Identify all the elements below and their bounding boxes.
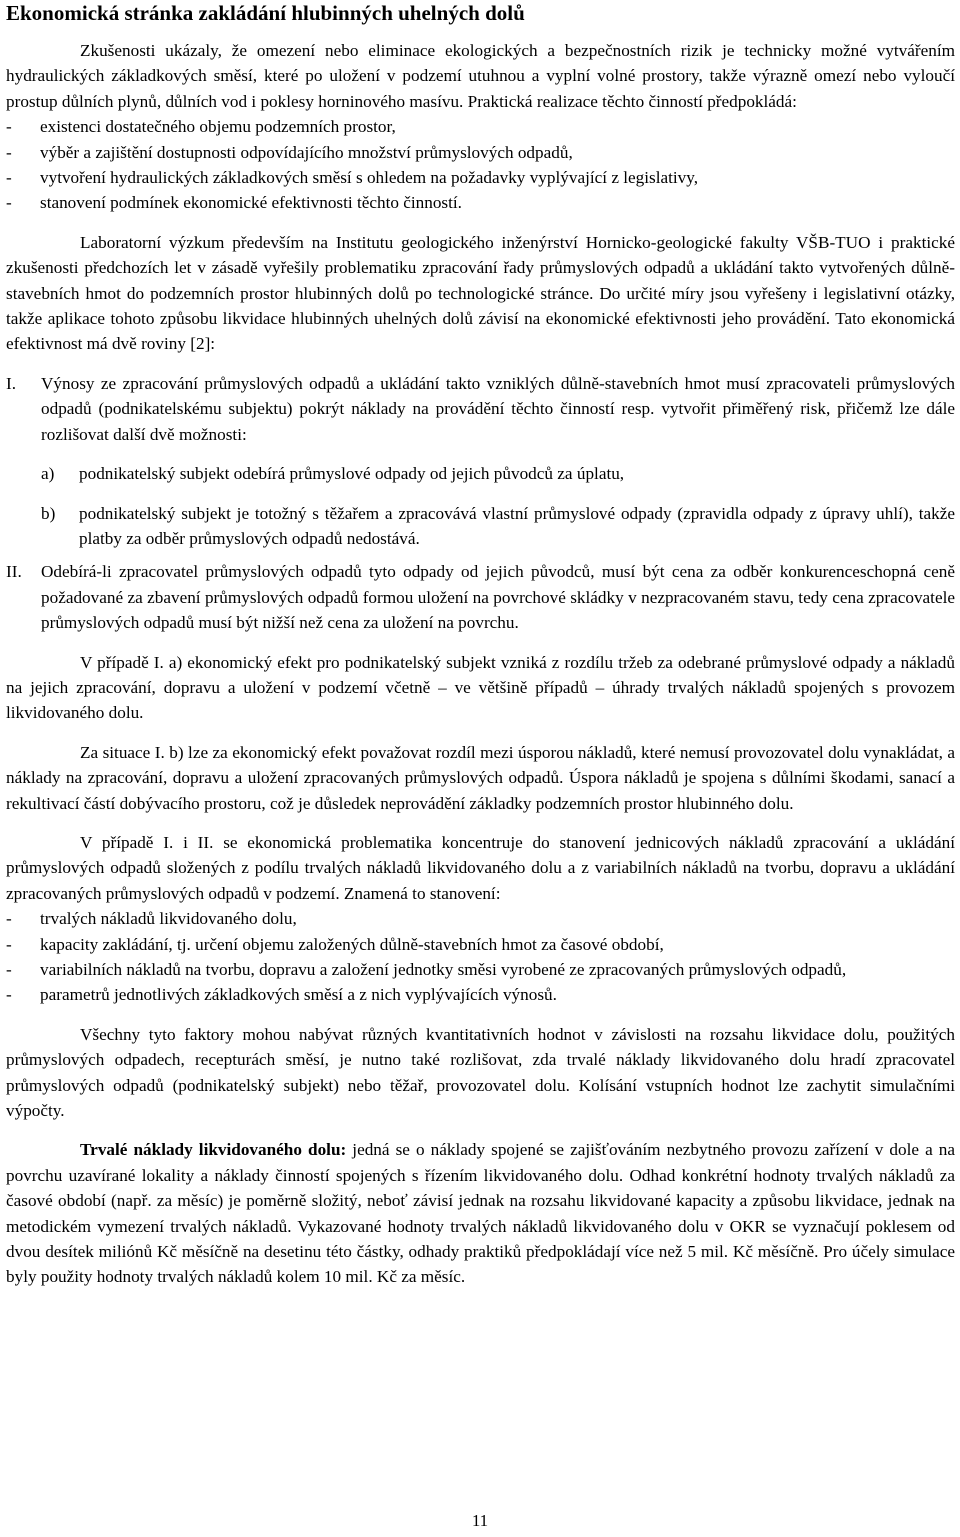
fixed-costs-text: jedná se o náklady spojené se zajišťováním nezbytného provozu zařízení v dole a na povrchu uzavírané lokality a náklady činností spojených s řízením likvidovaného dolu. Odhad konkrétní hodnoty trvalých nákladů za časové období (např. za měsíc) je poměrně složitý, neboť závisí jednak na rozsahu likvidované kapacity a způsobu likvidace, jednak na metodickém vymezení trvalých nákladů. Vykazované hodnoty trvalých nákladů likvidovaného dolu v OKR se vyznačují poklesem od dvou desítek miliónů Kč měsíčně na desetinu této částky, odhady praktiků předpokládají více než 5 mil. Kč měsíčně. Pro účely simulace byly použity hodnoty trvalých nákladů kolem 10 mil. Kč za měsíc. — [6, 1140, 955, 1287]
roman-item-2 — [6, 559, 955, 635]
paragraph-factors: Všechny tyto faktory mohou nabývat různých kvantitativních hodnot v závislosti na rozsahu likvidace dolu, použitých průmyslových odpadech, recepturách směsí, je nutno také rozlišovat, zda trvalé náklady likvidovaného dolu hradí zpracovatel průmyslových odpadů (podnikatelský subjekt) nebo těžař, provozovatel dolu. Kolísání vstupních hodnot lze zachytit simulačními výpočty. — [6, 1024, 955, 1121]
list-item: - kapacity zakládání, tj. určení objemu založených důlně-stavebních hmot za časové období, — [6, 932, 955, 957]
roman-numeral: I. — [6, 373, 17, 393]
list-item: - trvalých nákladů likvidovaného dolu, — [6, 906, 955, 931]
alpha-item-text: podnikatelský subjekt odebírá průmyslové odpady od jejich původců za úplatu, — [79, 464, 625, 484]
paragraph-case-ia: V případě I. a) ekonomický efekt pro podnikatelský subjekt vzniká z rozdílu tržeb za odebrané průmyslové odpady a nákladů na jejich zpracování, dopravu a uložení v podzemí včetně – ve většině případů – úhrady trvalých nákladů spojených s provozem likvidovaného dolu. — [6, 652, 955, 723]
fixed-costs-heading: Trvalé náklady likvidovaného dolu: — [80, 1140, 347, 1160]
page-number: 11 — [471, 1511, 489, 1530]
paragraph-fixed-costs — [6, 1137, 955, 1289]
alpha-label: b) — [41, 503, 56, 523]
alpha-item-b — [6, 501, 955, 552]
alpha-label: a) — [41, 464, 55, 484]
roman-item-text: Odebírá-li zpracovatel průmyslových odpadů tyto odpady od jejich původců, musí být cena za odběr konkurenceschopná ceně požadované za zbavení průmyslových odpadů formou uložení na povrchové skládky v nezpracovaném stavu, tedy cena zpracovatele průmyslových odpadů musí být nižší než cena za uložení na povrchu. — [41, 562, 955, 633]
list-item: - výběr a zajištění dostupnosti odpovídajícího množství průmyslových odpadů, — [6, 140, 955, 165]
paragraph-case-i-ii: V případě I. i II. se ekonomická problematika koncentruje do stanovení jednicových nákladů zpracování a ukládání průmyslových odpadů složených z podílu trvalých nákladů likvidovaného dolu a z variabilních nákladů na tvorbu, dopravu a ukládání zpracovaných průmyslových odpadů v podzemí. Znamená to stanovení: — [6, 832, 955, 903]
list-item: - stanovení podmínek ekonomické efektivnosti těchto činností. — [6, 190, 955, 215]
roman-item-1 — [6, 371, 955, 447]
list-item: - vytvoření hydraulických základkových směsí s ohledem na požadavky vyplývající z legislativy, — [6, 165, 955, 190]
list-item: - variabilních nákladů na tvorbu, dopravu a založení jednotky směsi vyrobené ze zpracovaných průmyslových odpadů, — [6, 957, 955, 982]
determination-list — [6, 906, 955, 1008]
paragraph-case-ib: Za situace I. b) lze za ekonomický efekt považovat rozdíl mezi úsporou nákladů, které nemusí provozovatel dolu vynakládat, a náklady na zpracování, dopravu a uložení zpracovaných průmyslových odpadů. Úspora nákladů je spojena s důlními škodami, sanací a rekultivací částí dobývacího prostoru, což je důsledek neprovádění základky podzemních prostor hlubinného dolu. — [6, 742, 955, 813]
paragraph-intro: Zkušenosti ukázaly, že omezení nebo eliminace ekologických a bezpečnostních rizik je technicky možné vytvářením hydraulických základkových směsí, které po uložení v podzemí utuhnou a vyplní volné prostory, takže výrazně omezí nebo vyloučí prostup důlních plynů, důlních vod i poklesy horninového masívu. Praktická realizace těchto činností předpokládá: — [6, 41, 955, 111]
paragraph-research: Laboratorní výzkum především na Institutu geologického inženýrství Hornicko-geologické fakulty VŠB-TUO i praktické zkušenosti předchozích let v zásadě vyřešily problematiku zpracování řady průmyslových odpadů a ukládání takto vytvořených důlně-stavebních hmot do podzemních prostor hlubinných dolů po technologické stránce. Do určité míry jsou vyřešeny i legislativní otázky, takže aplikace tohoto způsobu likvidace hlubinných uhelných dolů závisí na ekonomické efektivnosti jeho provádění. Tato ekonomická efektivnost má dvě roviny [2]: — [6, 232, 955, 354]
alpha-item-a — [6, 461, 955, 486]
roman-numeral: II. — [6, 562, 22, 582]
list-item: - parametrů jednotlivých základkových směsí a z nich vyplývajících výnosů. — [6, 982, 955, 1007]
alpha-item-text: podnikatelský subjekt je totožný s těžařem a zpracovává vlastní průmyslové odpady (zpravidla odpady z úpravy uhlí), takže platby za odběr průmyslových odpadů nedostává. — [79, 503, 955, 548]
document-body — [6, 38, 955, 1290]
list-item: - existenci dostatečného objemu podzemních prostor, — [6, 114, 955, 139]
roman-item-text: Výnosy ze zpracování průmyslových odpadů a ukládání takto vzniklých důlně-stavebních hmot musí zpracovateli průmyslových odpadů (podnikatelskému subjektu) pokrýt náklady na provádění těchto činností resp. vytvořit přiměřený risk, přičemž lze dále rozlišovat další dvě možnosti: — [41, 373, 955, 444]
prerequisites-list — [6, 114, 955, 216]
section-title: Ekonomická stránka zakládání hlubinných uhelných dolů — [6, 1, 525, 25]
